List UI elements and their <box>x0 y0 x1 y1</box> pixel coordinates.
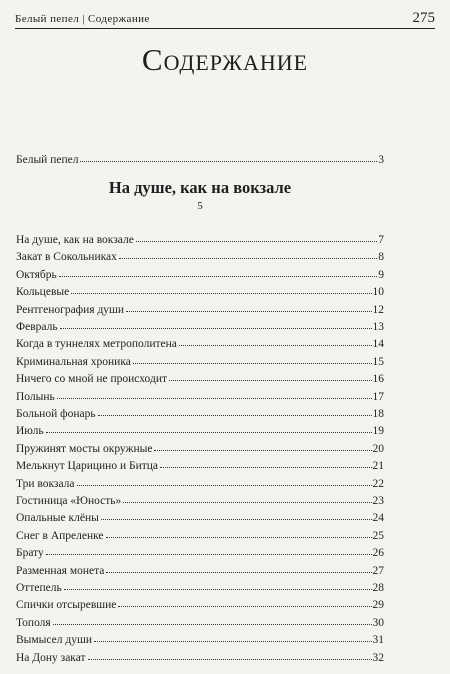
toc-entry-page: 22 <box>372 477 384 490</box>
toc-entry-title: Ничего со мной не происходит <box>16 373 167 386</box>
toc-entry-page: 26 <box>372 547 384 560</box>
toc-entry-top <box>16 148 384 166</box>
dot-leader <box>179 345 372 346</box>
dot-leader <box>77 485 372 486</box>
toc-entry-page: 28 <box>372 582 384 594</box>
page-title: Содержание <box>141 42 309 77</box>
toc-entry-title: Оттепель <box>16 582 62 594</box>
toc-entry-page: 32 <box>372 651 384 664</box>
toc-entry-title: Белый пепел <box>16 154 79 166</box>
dot-leader <box>106 537 372 538</box>
dot-leader <box>71 293 371 294</box>
toc-entry-title: Гостиница «Юность» <box>16 495 122 507</box>
dot-leader <box>133 363 372 364</box>
dot-leader <box>80 161 377 162</box>
toc-entry <box>16 559 384 577</box>
toc-entry-page: 31 <box>372 634 384 647</box>
toc-entry-title: Три вокзала <box>16 477 75 490</box>
toc-entry-title: Февраль <box>16 321 58 333</box>
toc-entry-title: На душе, как на вокзале <box>16 234 134 246</box>
dot-leader <box>59 276 378 277</box>
toc-entry-title: Тополя <box>16 616 51 629</box>
toc-entry <box>16 280 384 298</box>
toc-entry <box>16 454 384 472</box>
page-number: 275 <box>412 10 435 26</box>
toc-entry-page: 8 <box>378 251 384 264</box>
toc-entry <box>16 315 384 333</box>
dot-leader <box>119 258 377 259</box>
dot-leader <box>46 554 372 555</box>
toc-entry <box>16 489 384 507</box>
section-title: На душе, как на вокзале <box>108 178 292 197</box>
toc-entry-page: 9 <box>378 268 384 281</box>
toc-entry <box>16 524 384 542</box>
toc-entry <box>16 263 384 281</box>
dot-leader <box>57 398 372 399</box>
toc-entry-page: 17 <box>372 390 384 403</box>
toc-entry <box>16 611 384 629</box>
toc-entry-page: 15 <box>372 355 384 368</box>
toc-entry-page: 23 <box>372 495 384 507</box>
toc-entry-title: Полынь <box>16 390 55 403</box>
toc-entry-page: 27 <box>372 564 384 577</box>
toc-entry <box>16 228 384 246</box>
toc-entry-page: 25 <box>372 529 384 542</box>
toc-entry <box>16 367 384 385</box>
toc-entry-title: Когда в туннелях метрополитена <box>16 338 177 351</box>
dot-leader <box>64 589 372 590</box>
toc-entry-title: Кольцевые <box>16 286 70 299</box>
toc-entry <box>16 541 384 559</box>
dot-leader <box>118 606 371 607</box>
toc-entry-title: Рентгенография души <box>16 303 125 316</box>
toc-entry-page: 12 <box>372 303 384 316</box>
dot-leader <box>60 328 372 329</box>
toc-entry-title: Снег в Апреленке <box>16 529 104 542</box>
toc-entry-title: Июль <box>16 425 44 438</box>
dot-leader <box>123 502 371 503</box>
toc-entry-page: 13 <box>372 321 384 333</box>
toc-entry <box>16 472 384 490</box>
dot-leader <box>98 415 372 416</box>
toc-entry-title: Мелькнут Царицино и Битца <box>16 460 159 473</box>
toc-entry-title: Брату <box>16 547 44 560</box>
dot-leader <box>154 450 371 451</box>
toc-entry <box>16 298 384 316</box>
toc-entry-title: Октябрь <box>16 268 57 281</box>
toc-entry <box>16 593 384 611</box>
toc-entry-title: Спички отсыревшие <box>16 599 117 612</box>
toc-entry-title: Разменная монета <box>16 564 105 577</box>
dot-leader <box>53 624 372 625</box>
toc-entry-title: Опальные клёны <box>16 512 99 525</box>
toc-entry-page: 7 <box>378 234 384 246</box>
toc-entry <box>16 245 384 263</box>
toc-entry <box>16 350 384 368</box>
toc-entry <box>16 646 384 664</box>
toc-entry-title: Криминальная хроника <box>16 355 131 368</box>
dot-leader <box>94 641 372 642</box>
toc-entry-page: 24 <box>372 512 384 525</box>
toc-entry <box>16 576 384 594</box>
toc-entry-page: 3 <box>378 154 384 166</box>
dot-leader <box>46 432 372 433</box>
toc-entry <box>16 506 384 524</box>
toc-entry <box>16 402 384 420</box>
toc-entry-page: 16 <box>372 373 384 386</box>
toc-entry <box>16 437 384 455</box>
running-header <box>15 6 435 29</box>
toc-entry <box>16 332 384 350</box>
dot-leader <box>126 311 371 312</box>
dot-leader <box>88 659 372 660</box>
toc-entry-page: 18 <box>372 408 384 420</box>
dot-leader <box>169 380 372 381</box>
section-page: 5 <box>197 200 203 212</box>
toc-entry-title: Закат в Сокольниках <box>16 251 117 264</box>
toc-entry-page: 21 <box>372 460 384 473</box>
dot-leader <box>101 519 372 520</box>
dot-leader <box>136 241 377 242</box>
running-head: Белый пепел | Содержание <box>15 13 150 25</box>
toc-entry-page: 29 <box>372 599 384 612</box>
toc-entry <box>16 419 384 437</box>
toc-entry-title: Пружинят мосты окружные <box>16 442 153 455</box>
toc-entry <box>16 385 384 403</box>
toc-entry <box>16 628 384 646</box>
dot-leader <box>106 572 371 573</box>
toc-entry-page: 20 <box>372 442 384 455</box>
toc-entry-page: 10 <box>372 286 384 299</box>
dot-leader <box>160 467 371 468</box>
toc-entry-title: На Дону закат <box>16 651 86 664</box>
toc-entry-page: 19 <box>372 425 384 438</box>
toc-entry-title: Вымысел души <box>16 634 92 647</box>
toc-entry-title: Больной фонарь <box>16 408 96 420</box>
toc-entry-page: 30 <box>372 616 384 629</box>
toc-entry-page: 14 <box>372 338 384 351</box>
